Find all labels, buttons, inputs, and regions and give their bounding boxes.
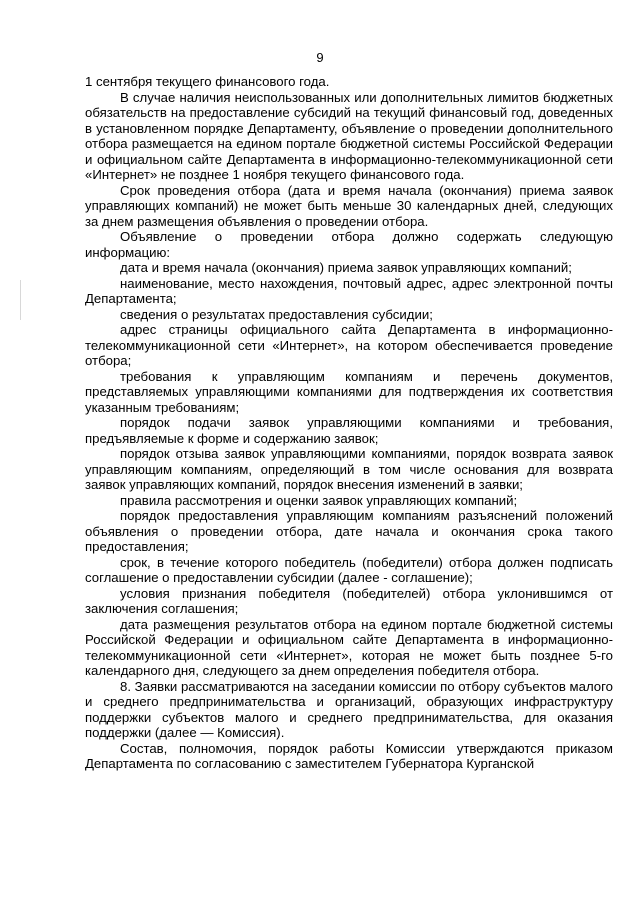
paragraph: адрес страницы официального сайта Департамента в информационно-телекоммуникационной сети «Интернет», на котором обеспечивается проведение отбора; [85, 322, 613, 368]
margin-mark [20, 280, 21, 320]
paragraph: правила рассмотрения и оценки заявок управляющих компаний; [120, 492, 518, 508]
paragraph: дата и время начала (окончания) приема заявок управляющих компаний; [120, 260, 572, 275]
paragraph: требования к управляющим компаниям и перечень документов, представляемых управляющими компаниями для подтверждения их соответствия указанным требованиям; [85, 368, 613, 415]
paragraph: срок, в течение которого победитель (победители) отбора должен подписать соглашение о предоставлении субсидии (далее - соглашение); [85, 554, 613, 585]
paragraph: порядок предоставления управляющим компаниям разъяснений положений объявления о проведении отбора, дате начала и окончания срока такого предоставления; [85, 508, 613, 554]
paragraph: 1 сентября текущего финансового года. [85, 74, 330, 89]
page-number: 9 [316, 50, 324, 65]
paragraph: Срок проведения отбора (дата и время начала (окончания) приема заявок управляющих компаний) не может быть меньше 30 календарных дней, следующих за днем размещения объявления о проведении отбора. [85, 182, 613, 229]
paragraph: Объявление о проведении отбора должно содержать следующую информацию: [85, 229, 613, 260]
paragraph: наименование, место нахождения, почтовый адрес, адрес электронной почты Департамента; [85, 275, 613, 306]
paragraph: сведения о результатах предоставления субсидии; [120, 306, 433, 322]
paragraph: В случае наличия неиспользованных или дополнительных лимитов бюджетных обязательств на предоставление субсидий на текущий финансовый год, доведенных в установленном порядке Департаменту, объявление о проведении дополнительного отбора размещается на едином портале бюджетной системы Российской Федерации и официальном сайте Департамента в информационно-телекоммуникационной сети «Интернет» не позднее 1 ноября текущего финансового года. [85, 89, 613, 182]
paragraph: условия признания победителя (победителей) отбора уклонившимся от заключения соглашения; [85, 585, 613, 616]
paragraph: Состав, полномочия, порядок работы Комиссии утверждаются приказом Департамента по согласованию с заместителем Губернатора Курганской [85, 740, 613, 771]
paragraph: дата размещения результатов отбора на едином портале бюджетной системы Российской Федерации и официальном сайте Департамента в информационно-телекоммуникационной сети «Интернет», которая не может быть позднее 5-го календарного дня, следующего за днем определения победителя отбора. [85, 616, 613, 678]
paragraph: 8. Заявки рассматриваются на заседании комиссии по отбору субъектов малого и среднего предпринимательства и организаций, образующих инфраструктуру поддержки субъектов малого и среднего предпринимательства, для оказания поддержки (далее — Комиссия). [85, 678, 613, 740]
paragraph: порядок подачи заявок управляющими компаниями и требования, предъявляемые к форме и содержанию заявок; [85, 415, 613, 446]
document-body [85, 74, 613, 772]
paragraph: порядок отзыва заявок управляющими компаниями, порядок возврата заявок управляющим компаниям, определяющий в том числе основания для возврата заявок управляющих компаний, порядок внесения изменений в заявки; [85, 446, 613, 492]
